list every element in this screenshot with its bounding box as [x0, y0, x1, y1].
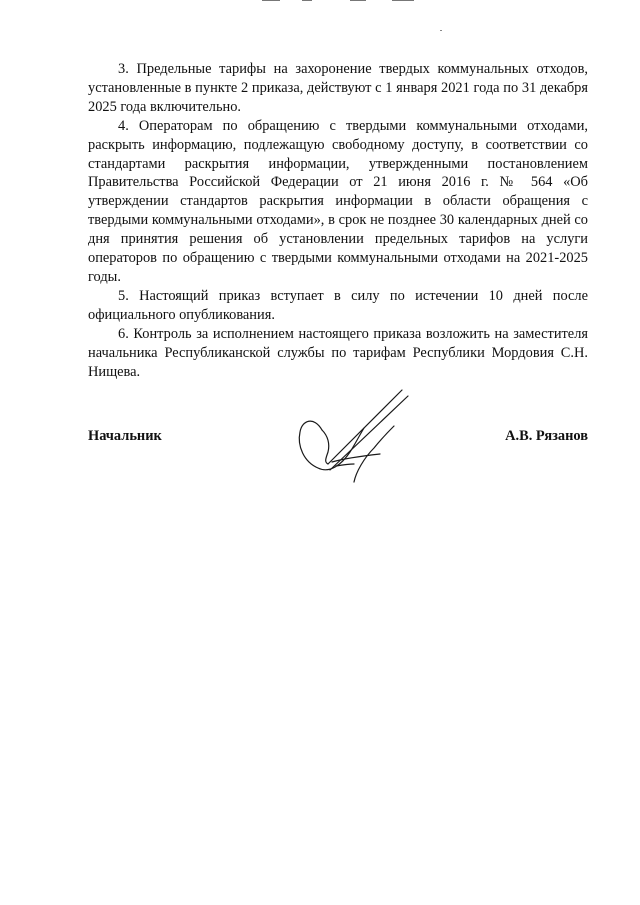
- page-top-scan-marks: [262, 0, 442, 6]
- paragraph-3: 3. Предельные тарифы на захоронение твердых коммунальных отходов, установленные в пункте 2 приказа, действуют с 1 января 2021 года по 31 декабря 2025 года включительно.: [88, 61, 588, 115]
- document-body: [88, 60, 588, 381]
- signer-position-title: Начальник: [88, 428, 162, 444]
- paragraph-6: 6. Контроль за исполнением настоящего приказа возложить на заместителя начальника Республиканской службы по тарифам Республики Мордовия С.Н. Нищева.: [88, 325, 588, 380]
- scan-speck: [440, 30, 442, 31]
- paragraph-4: 4. Операторам по обращению с твердыми коммунальными отходами, раскрыть информацию, подлежащую свободному доступу, в соответствии со стандартами раскрытия информации, утвержденными постановлением Правительства Российской Федерации от 21 июня 2016 г. № 564 «Об утверждении стандартов раскрытия информации в области обращения с твердыми коммунальными отходами», в срок не позднее 30 календарных дней со дня принятия решения об установлении предельных тарифов на услуги операторов по обращению с твердыми коммунальными отходами на 2021-2025 годы.: [88, 117, 588, 285]
- paragraph-5: 5. Настоящий приказ вступает в силу по истечении 10 дней после официального опубликования.: [88, 287, 588, 323]
- handwritten-signature-icon: [284, 386, 414, 486]
- signer-name: А.В. Рязанов: [505, 428, 588, 444]
